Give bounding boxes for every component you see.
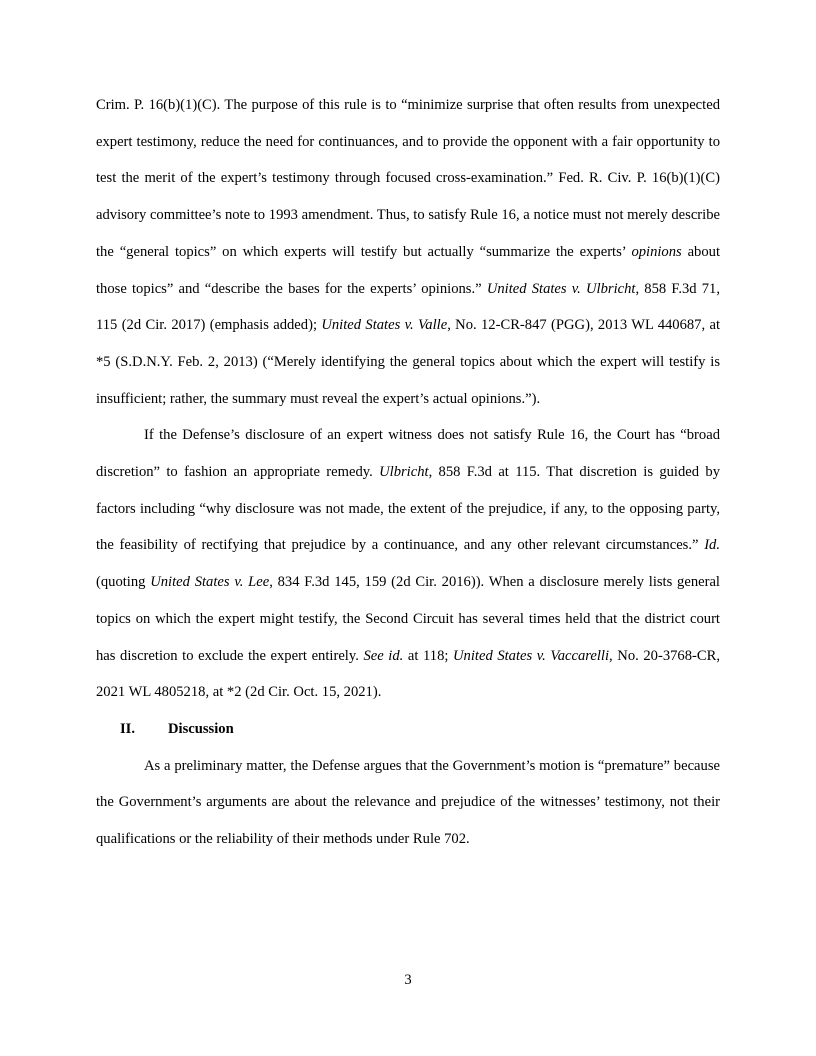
text-run: Crim. P. 16(b)(1)(C). The purpose of this rule is to “minimize surprise that often results from unexpected expert testimony, reduce the need for continuances, and to provide the opponent with a fair opportunity to test the merit of the expert’s testimony through focused cross-examination.” Fed. R. Civ. P. 16(b)(1)(C) advisory committee’s note to 1993 amendment. Thus, to satisfy Rule 16, a notice must not merely describe the “general topics” on which experts will testify but actually “summarize the experts’ [96, 97, 720, 260]
section-number: II. [120, 720, 136, 737]
text-run: at 118; [403, 647, 454, 664]
text-run: about those topics” and “describe the bases for the experts’ opinions.” [96, 243, 721, 297]
case-citation: United States v. Lee [150, 574, 270, 591]
citation-signal: See id. [363, 647, 404, 664]
text-run: If the Defense’s disclosure of an expert witness does not satisfy Rule 16, the Court has “broad discretion” to fashion an appropriate remedy. [96, 427, 720, 481]
section-title: Discussion [168, 720, 234, 737]
text-run: , No. 20-3768-CR, 2021 WL 4805218, at *2 (2d Cir. Oct. 15, 2021). [96, 647, 720, 701]
case-citation: United States v. Valle [321, 317, 448, 334]
paragraph-rule16-purpose [96, 87, 720, 417]
text-run: , No. 12-CR-847 (PGG), 2013 WL 440687, at *5 (S.D.N.Y. Feb. 2, 2013) (“Merely identifying the general topics about which the expert will testify is insufficient; rather, the summary must reveal the expert’s actual opinions.”). [96, 317, 720, 407]
paragraph-remedy-discretion [96, 417, 720, 711]
emphasis-opinions: opinions [631, 243, 682, 260]
case-citation: United States v. Vaccarelli [453, 647, 610, 664]
text-run: , 834 F.3d 145, 159 (2d Cir. 2016)). When a disclosure merely lists general topics on which the expert might testify, the Second Circuit has several times held that the district court has discretion to exclude the expert entirely. [96, 574, 720, 664]
citation-signal: Id. [704, 537, 720, 554]
section-heading [96, 711, 720, 748]
case-citation: United States v. Ulbricht [486, 280, 636, 297]
text-run: , 858 F.3d 71, 115 (2d Cir. 2017) (emphasis added); [96, 280, 720, 334]
text-run: As a preliminary matter, the Defense argues that the Government’s motion is “premature” because the Government’s arguments are about the relevance and prejudice of the witnesses’ testimony, not their qualifications or the reliability of their methods under Rule 702. [96, 757, 720, 848]
case-citation: Ulbricht [379, 464, 429, 481]
text-run: , 858 F.3d at 115. That discretion is guided by factors including “why disclosure was not made, the extent of the prejudice, if any, to the opposing party, the feasibility of rectifying that prejudice by a continuance, and any other relevant circumstances.” [96, 464, 720, 554]
text-run: (quoting [96, 574, 151, 591]
document-page [96, 87, 720, 858]
paragraph-discussion [96, 748, 720, 858]
page-number: 3 [404, 972, 412, 988]
